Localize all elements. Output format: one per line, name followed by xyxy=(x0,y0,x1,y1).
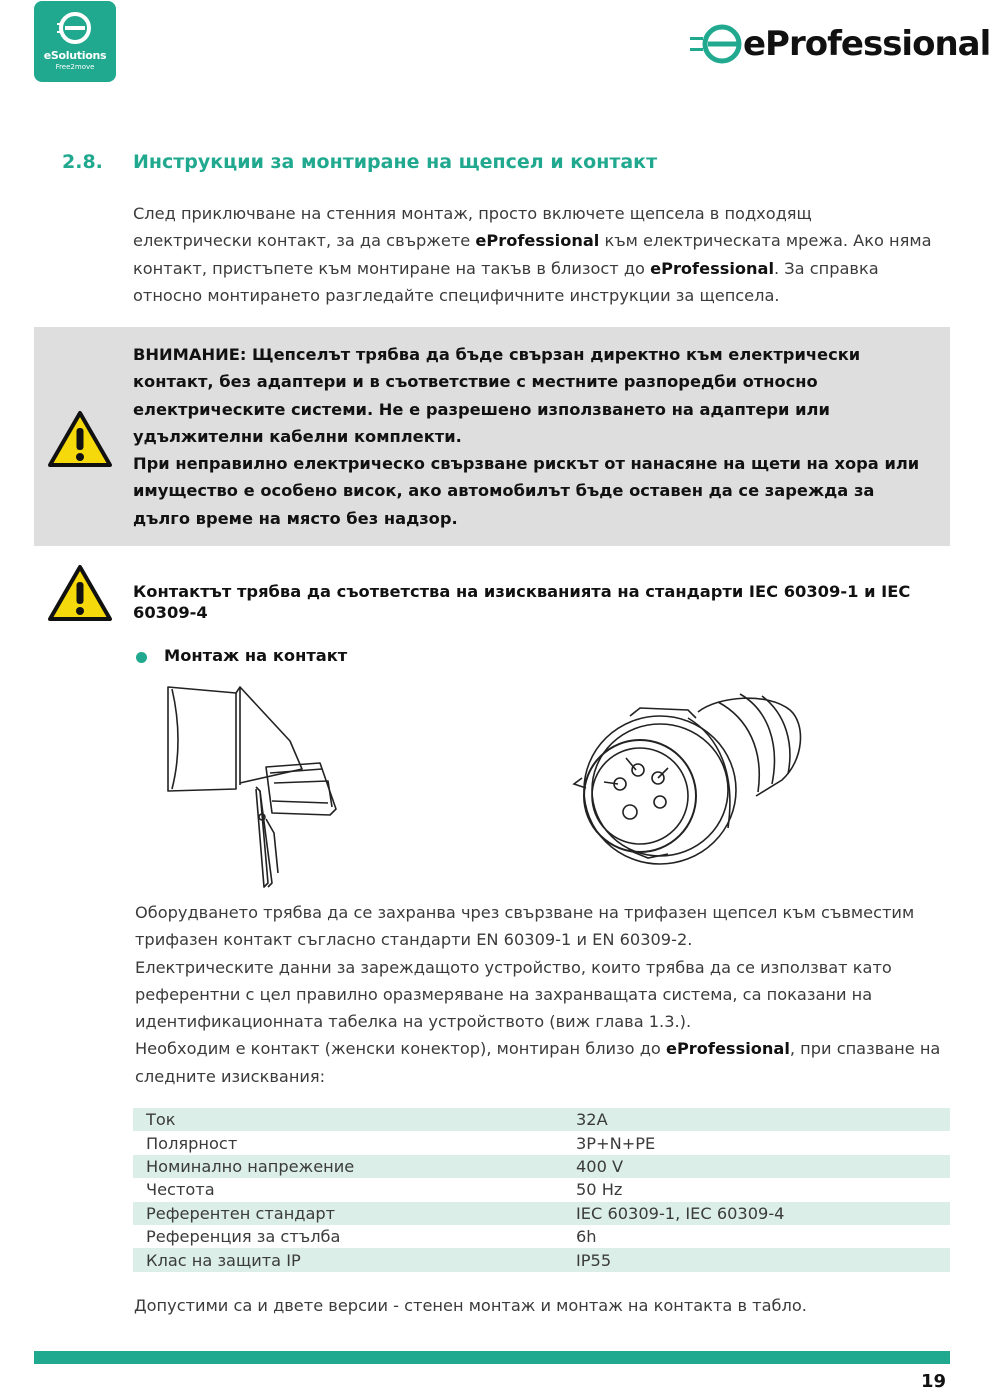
intro-text-1: След приключване на стенния монтаж, просто включете щепсела в подходящ електрически контакт, за да свържете xyxy=(133,204,812,251)
section-number: 2.8. xyxy=(62,151,103,173)
eprofessional-logo xyxy=(688,22,990,66)
table-row xyxy=(133,1225,950,1248)
body-paragraph-2: Електрическите данни за зареждащото устройство, които трябва да се използват като референтни с цел правилно оразмеряване на захранващата система, са показани на идентификационната табелка на устройството (виж глава 1.3.). xyxy=(135,957,892,1032)
table-row xyxy=(133,1178,950,1201)
footer-bar xyxy=(34,1351,950,1364)
warning-triangle-icon xyxy=(47,564,113,622)
spec-label: Референция за стълба xyxy=(146,1227,341,1247)
section-title: Инструкции за монтиране на щепсел и контакт xyxy=(133,151,658,173)
table-row xyxy=(133,1248,950,1271)
brand-mention: eProfessional xyxy=(475,231,600,251)
logo-text-esolutions: eSolutions xyxy=(43,49,107,62)
body-paragraph-1: Оборудването трябва да се захранва чрез свързване на трифазен щепсел към съвместим трифазен контакт съгласно стандарти EN 60309-1 и EN 60309-2. xyxy=(135,903,915,950)
standard-note: Контактът трябва да съответства на изискванията на стандарти IEC 60309-1 и IEC 60309-4 xyxy=(133,582,911,622)
spec-value: 50 Hz xyxy=(576,1180,623,1200)
spec-label: Ток xyxy=(146,1110,176,1130)
spec-value: 6h xyxy=(576,1227,597,1247)
spec-label: Референтен стандарт xyxy=(146,1203,336,1223)
spec-label: Клас на защита IP xyxy=(146,1250,301,1270)
footer-note: Допустими са и двете версии - стенен монтаж и монтаж на контакта в табло. xyxy=(134,1296,807,1315)
wall-socket-illustration xyxy=(160,683,340,893)
logo-text-free2move: Free2move xyxy=(55,63,95,71)
body-text-3a: Необходим е контакт (женски конектор), монтиран близо до xyxy=(135,1039,666,1059)
spec-value: 32A xyxy=(576,1110,608,1130)
spec-label: Полярност xyxy=(146,1133,238,1153)
spec-value: 400 V xyxy=(576,1156,624,1176)
industrial-plug-illustration xyxy=(568,688,808,878)
page-number: 19 xyxy=(921,1371,947,1392)
specifications-table xyxy=(133,1108,950,1272)
warning-text xyxy=(133,341,923,532)
esolutions-logo xyxy=(34,1,116,82)
table-row xyxy=(133,1108,950,1131)
warning-line-1: ВНИМАНИЕ: Щепселът трябва да бъде свързан директно към електрически контакт, без адаптери и в съответствие с местните разпоредби относно електрическите системи. Не е разрешено използването на адаптери или удължителни кабелни комплекти. xyxy=(133,345,861,446)
e-plug-icon xyxy=(55,11,95,47)
bullet-dot xyxy=(136,652,147,663)
table-row xyxy=(133,1131,950,1154)
logo-brand-text: eProfessional xyxy=(743,24,990,64)
body-text xyxy=(135,899,945,1090)
intro-text-2: към електрическата мрежа. Ако няма контакт, пристъпете към монтиране на такъв в близост до xyxy=(133,231,932,278)
e-plug-icon xyxy=(688,22,744,66)
table-row xyxy=(133,1202,950,1225)
brand-mention: eProfessional xyxy=(665,1039,790,1059)
spec-label: Честота xyxy=(146,1180,215,1200)
body-text-3c: , при спазване на следните изисквания: xyxy=(135,1039,941,1086)
table-row xyxy=(133,1155,950,1178)
spec-value: IEC 60309-1, IEC 60309-4 xyxy=(576,1203,785,1223)
intro-paragraph xyxy=(133,200,933,309)
spec-value: IP55 xyxy=(576,1250,612,1270)
bullet-label: Монтаж на контакт xyxy=(164,646,348,665)
spec-value: 3P+N+PE xyxy=(576,1133,656,1153)
warning-triangle-icon xyxy=(47,410,113,468)
body-paragraph-3 xyxy=(135,1035,945,1090)
warning-line-2: При неправилно електрическо свързване рискът от нанасяне на щети на хора или имущество е особено висок, ако автомобилът бъде оставен да се зарежда за дълго време на място без надзор. xyxy=(133,454,920,528)
intro-text-3: . За справка относно монтирането разгледайте специфичните инструкции за щепсела. xyxy=(133,258,879,305)
brand-mention: eProfessional xyxy=(650,258,775,278)
spec-label: Номинално напрежение xyxy=(146,1156,355,1176)
